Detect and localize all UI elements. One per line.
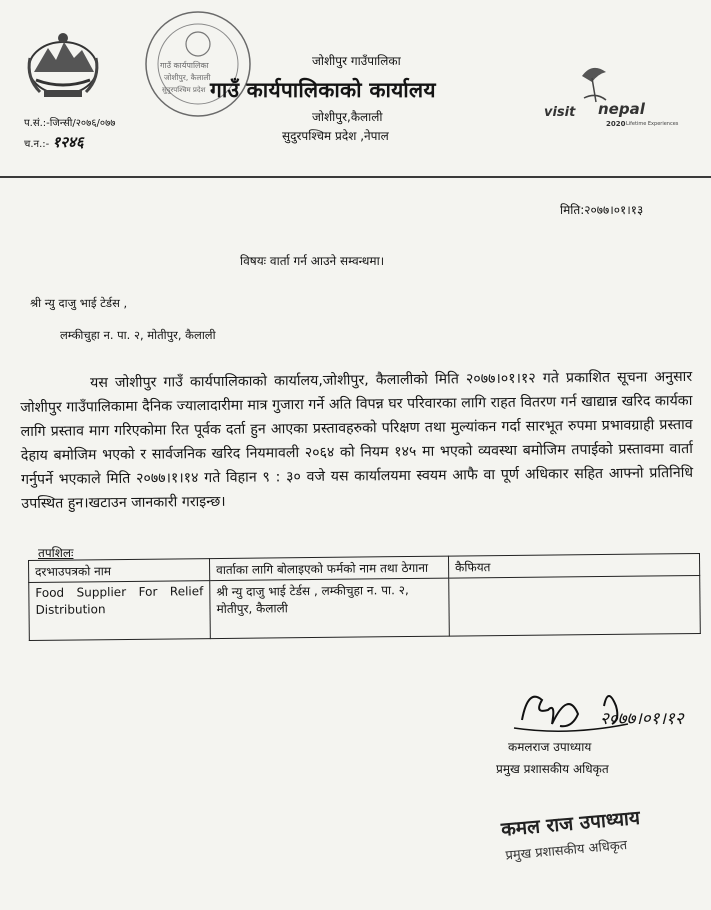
table-row (29, 575, 701, 640)
letter-subject: विषयः वार्ता गर्न आउने सम्वन्धमा। (240, 254, 385, 268)
municipality-name: जोशीपुर गाउँपालिका (312, 54, 401, 68)
handwritten-signature (508, 680, 698, 738)
stamp-title: प्रमुख प्रशासकीय अधिकृत (504, 838, 628, 864)
dispatch-label: च.न.:- (24, 139, 50, 150)
table-header-cell: कैफियत (448, 553, 699, 578)
office-address: जोशीपुर,कैलाली (312, 110, 383, 124)
svg-text:nepal: nepal (598, 100, 645, 118)
nepal-emblem-icon (22, 28, 104, 102)
office-province: सुदुरपश्चिम प्रदेश ,नेपाल (282, 129, 389, 143)
signatory-title: प्रमुख प्रशासकीय अधिकृत (496, 762, 609, 776)
table-cell-firm: श्री न्यु दाजु भाई टेर्डस , लम्कीचुहा न. पा. २, मोतीपुर, कैलाली (210, 578, 450, 638)
signatory-name: कमलराज उपाध्याय (508, 740, 592, 754)
letter-body: यस जोशीपुर गाउँ कार्यपालिकाको कार्यालय,जोशीपुर, कैलालीको मिति २०७७।०१।१२ गते प्रकाशित सूचना अनुसार जोशीपुर गाउँपालिकामा दैनिक ज्यालादारीमा मात्र गुजारा गर्ने अति विपन्न घर परिवारका लागि राहत वितरण गर्न खाद्यान्न खरिद कार्यका लागि प्रस्ताव माग गरिएकोमा रित पूर्वक दर्ता हुन आएका प्रस्तावहरुको परिक्षण तथा मुल्यांकन गर्दा सारभूत रुपमा प्रभावग्राही प्रस्ताव देहाय बमोजिम भएको र सार्वजनिक खरिद नियमावली २०६४ को नियम १४५ मा भएको व्यवस्था बमोजिम तपाईको प्रस्तावमा वार्ता गर्नुपर्ने भएकाले मिति २०७७।१।१४ गते विहान ९ : ३० वजे यस कार्यालयमा स्वयम आफै वा पूर्ण अधिकार सहित आफ्नो प्रतिनिधि उपस्थित हुन।खटाउन जानकारी गराइन्छ। (20, 368, 694, 512)
letter-date: मिति:२०७७।०१।१३ (560, 203, 644, 217)
stamp-name: कमल राज उपाध्याय (500, 806, 641, 841)
details-table (28, 553, 701, 641)
svg-text:2020: 2020 (606, 120, 626, 128)
signature-date: २०७७।०१।१२ (600, 709, 684, 729)
table-header-cell: दरभाउपत्रको नाम (29, 559, 210, 583)
header-divider (0, 176, 711, 178)
visit-nepal-2020-logo (540, 58, 679, 130)
table-header-cell: वार्ताका लागि बोलाइएको फर्मको नाम तथा ठेगाना (209, 556, 448, 581)
svg-text:Lifetime Experiences: Lifetime Experiences (626, 121, 679, 127)
office-title: गाउँ कार्यपालिकाको कार्यालय (210, 78, 436, 102)
recipient-name: श्री न्यु दाजु भाई टेर्डस , (30, 296, 128, 310)
dispatch-number (24, 133, 116, 154)
official-name-stamp (500, 804, 643, 864)
reference-block (24, 114, 116, 154)
reference-number: प.सं.:-जिन्सी/२०७६/०७७ (24, 118, 116, 129)
table-cell-bid-name: Food Supplier For Relief Distribution (29, 581, 211, 641)
table-label: तपशिलः (38, 546, 74, 560)
svg-text:visit: visit (544, 105, 576, 120)
svg-text:सुदुरपश्चिम प्रदेश: सुदुरपश्चिम प्रदेश (162, 86, 206, 94)
svg-text:गाउँ कार्यपालिका: गाउँ कार्यपालिका (160, 61, 209, 70)
office-seal-stamp (138, 6, 258, 126)
table-cell-remarks (449, 575, 701, 636)
dispatch-value: १२४६ (52, 133, 84, 151)
recipient-address: लम्कीचुहा न. पा. २, मोतीपुर, कैलाली (60, 328, 216, 342)
svg-text:जोशीपुर, कैलाली: जोशीपुर, कैलाली (164, 73, 211, 82)
